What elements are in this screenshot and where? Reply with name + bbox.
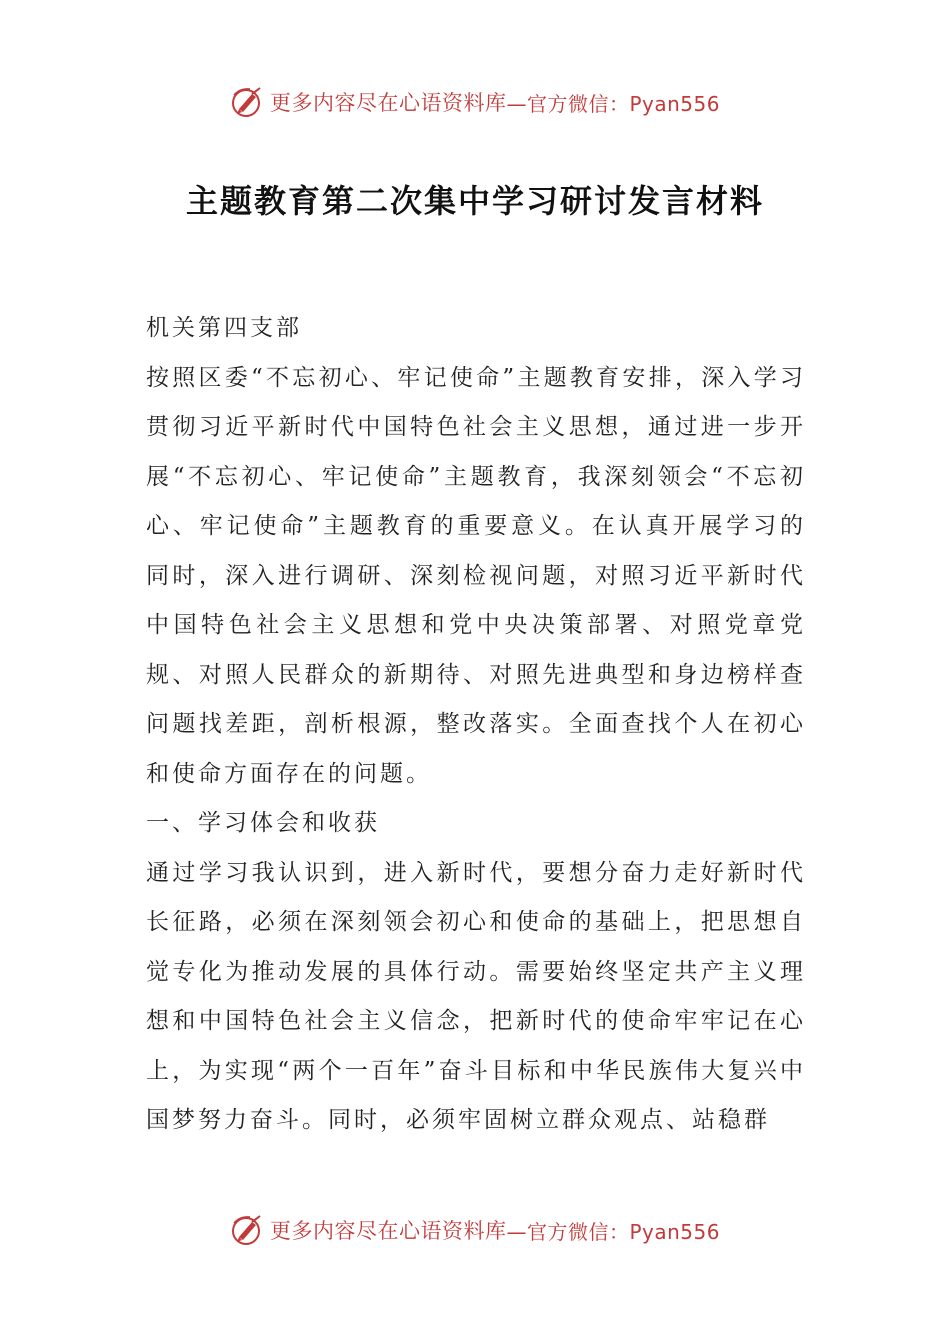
document-body: [146, 304, 806, 1146]
body-paragraph: 按照区委“不忘初心、牢记使命”主题教育安排，深入学习贯彻习近平新时代中国特色社会主义思想，通过进一步开展“不忘初心、牢记使命”主题教育，我深刻领会“不忘初心、牢记使命”主题教育的重要意义。在认真开展学习的同时，深入进行调研、深刻检视问题，对照习近平新时代中国特色社会主义思想和党中央决策部署、对照党章党规、对照人民群众的新期待、对照先进典型和身边榜样查问题找差距，剖析根源，整改落实。全面查找个人在初心和使命方面存在的问题。: [146, 364, 806, 787]
header-banner: [0, 82, 950, 122]
section-heading: 一、学习体会和收获: [146, 810, 380, 836]
banner-wechat-text: —官方微信：Pyan556: [506, 91, 720, 116]
banner-wechat-text: —官方微信：Pyan556: [506, 1219, 720, 1244]
banner-brand-text: 更多内容尽在心语资料库: [269, 1219, 507, 1243]
body-paragraph: 通过学习我认识到，进入新时代，要想分奋力走好新时代长征路，必须在深刻领会初心和使命的基础上，把思想自觉专化为推动发展的具体行动。需要始终坚定共产主义理想和中国特色社会主义信念，把新时代的使命牢牢记在心上，为实现“两个一百年”奋斗目标和中华民族伟大复兴中国梦努力奋斗。同时，必须牢固树立群众观点、站稳群: [146, 859, 806, 1133]
department-line: 机关第四支部: [146, 315, 302, 341]
footer-banner: [0, 1210, 950, 1250]
banner-brand-text: 更多内容尽在心语资料库: [269, 91, 507, 115]
pen-nib-logo-icon: [230, 1213, 264, 1247]
document-title: 主题教育第二次集中学习研讨发言材料: [185, 182, 764, 220]
pen-nib-logo-icon: [230, 85, 264, 119]
